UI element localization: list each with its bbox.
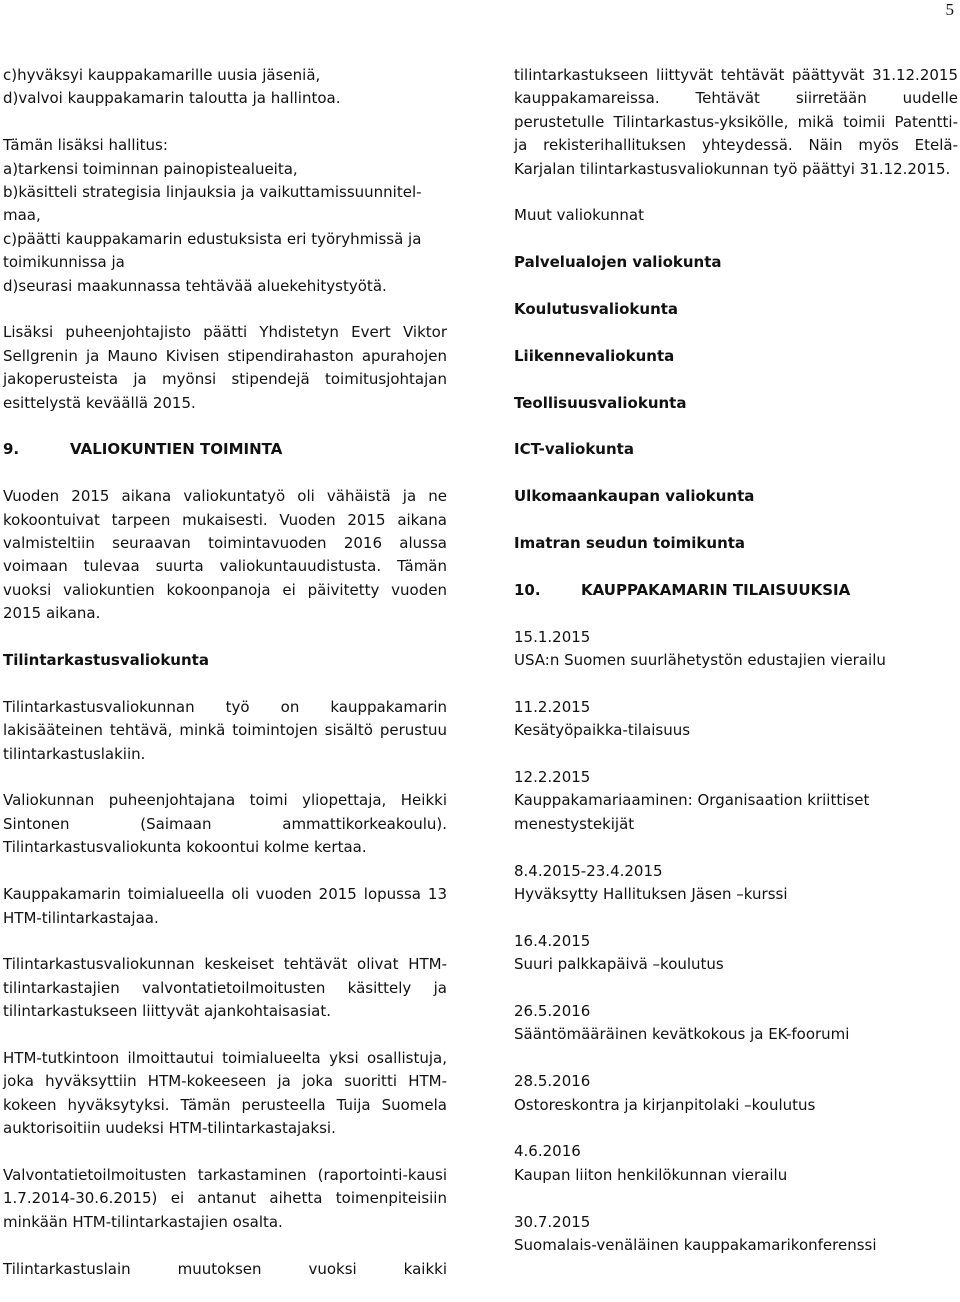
event-item <box>514 1000 958 1047</box>
event-date: 15.1.2015 <box>514 627 591 646</box>
event-title: Suuri palkkapäivä –koulutus <box>514 955 724 974</box>
event-date: 26.5.2016 <box>514 1002 591 1021</box>
puheenjohtajisto-paragraph: Lisäksi puheenjohtajisto päätti Yhdistetyn Evert Viktor Sellgrenin ja Mauno Kivisen stipendirahaston apurahojen jakoperusteista ja myönsi stipendejä toimitusjohtajan esittelystä keväällä 2015. <box>3 323 447 412</box>
committee-item: Koulutusvaliokunta <box>514 300 679 319</box>
left-column <box>3 64 447 1281</box>
right-column <box>514 64 958 1257</box>
section-9-title: VALIOKUNTIEN TOIMINTA <box>70 440 283 459</box>
hallitus-list <box>3 134 447 298</box>
valiokunnat-paragraph: Vuoden 2015 aikana valiokuntatyö oli vähäistä ja ne kokoontuivat tarpeen mukaisesti. Vuoden 2015 aikana valmisteltiin seuraavan toimintavuoden 2016 alussa voimaan tulevaa suurta valiokuntauudistusta. Tämän vuoksi valiokuntien kokoonpanoja ei päivitetty vuoden 2015 aikana. <box>3 487 447 623</box>
intro-paragraph <box>3 64 447 111</box>
hallitus-list-item: a)tarkensi toiminnan painopistealueita, <box>3 159 298 178</box>
committee-item: Ulkomaankaupan valiokunta <box>514 487 755 506</box>
committee-item: Teollisuusvaliokunta <box>514 393 687 412</box>
event-item <box>514 1211 958 1258</box>
section-9-heading <box>3 438 447 461</box>
event-title: Sääntömääräinen kevätkokous ja EK-foorumi <box>514 1025 850 1044</box>
hallitus-list-item: c)päätti kauppakamarin edustuksista eri työryhmissä ja toimikunnissa ja <box>3 229 422 272</box>
event-item <box>514 1070 958 1117</box>
event-date: 28.5.2016 <box>514 1072 591 1091</box>
event-item <box>514 766 958 836</box>
event-title: Hyväksytty Hallituksen Jäsen –kurssi <box>514 885 788 904</box>
committee-item: Liikennevaliokunta <box>514 346 675 365</box>
event-title: Kauppakamariaaminen: Organisaation kriittiset menestystekijät <box>514 791 870 833</box>
event-title: Kaupan liiton henkilökunnan vierailu <box>514 1165 788 1184</box>
continuation-paragraph: tilintarkastukseen liittyvät tehtävät päättyvät 31.12.2015 kauppakamareissa. Tehtävät siirretään uudelle perustetulle Tilintarkastus-yksikölle, mikä toimii Patentti- ja rekisterihallituksen yhteydessä. Näin myös Etelä-Karjalan tilintarkastusvaliokunnan työ päättyi 31.12.2015. <box>514 66 958 178</box>
tilintarkastus-paragraph: Valiokunnan puheenjohtajana toimi yliopettaja, Heikki Sintonen (Saimaan ammattikorkeakoulu). Tilintarkastusvaliokunta kokoontui kolme kertaa. <box>3 791 447 857</box>
intro-line: c)hyväksyi kauppakamarille uusia jäseniä, <box>3 66 321 84</box>
intro-line: d)valvoi kauppakamarin taloutta ja hallintoa. <box>3 89 341 108</box>
event-item <box>514 1140 958 1187</box>
page-number: 5 <box>945 0 954 19</box>
event-item <box>514 930 958 977</box>
event-title: Suomalais-venäläinen kauppakamarikonferenssi <box>514 1236 877 1255</box>
tilintarkastusvaliokunta-heading: Tilintarkastusvaliokunta <box>3 651 209 670</box>
committee-item: ICT-valiokunta <box>514 440 634 459</box>
tilintarkastus-paragraph: Valvontatietoilmoitusten tarkastaminen (raportointi-kausi 1.7.2014-30.6.2015) ei antanut aihetta toimenpiteisiin minkään HTM-tilintarkastajien osalta. <box>3 1165 447 1231</box>
event-item <box>514 696 958 743</box>
event-date: 16.4.2015 <box>514 931 591 950</box>
tilintarkastus-last-line: Tilintarkastuslain muutoksen vuoksi kaikki <box>3 1259 447 1278</box>
event-item <box>514 626 958 673</box>
muut-valiokunnat-heading: Muut valiokunnat <box>514 206 645 225</box>
hallitus-list-heading: Tämän lisäksi hallitus: <box>3 136 168 155</box>
event-title: Ostoreskontra ja kirjanpitolaki –koulutus <box>514 1095 816 1114</box>
event-item <box>514 860 958 907</box>
tilintarkastus-paragraph: Tilintarkastusvaliokunnan työ on kauppakamarin lakisääteinen tehtävä, minkä toimintojen sisältö perustuu tilintarkastuslakiin. <box>3 697 447 763</box>
section-9-number: 9. <box>3 440 20 459</box>
tilintarkastus-paragraph: Kauppakamarin toimialueella oli vuoden 2015 lopussa 13 HTM-tilintarkastajaa. <box>3 885 447 927</box>
section-10-heading <box>514 579 958 602</box>
section-10-number: 10. <box>514 580 541 599</box>
event-title: Kesätyöpaikka-tilaisuus <box>514 721 691 740</box>
committee-item: Imatran seudun toimikunta <box>514 534 746 552</box>
committee-item: Palvelualojen valiokunta <box>514 253 722 272</box>
event-date: 4.6.2016 <box>514 1142 581 1161</box>
hallitus-list-item: b)käsitteli strategisia linjauksia ja vaikuttamissuunnitel-maa, <box>3 183 422 225</box>
hallitus-list-item: d)seurasi maakunnassa tehtävää aluekehitystyötä. <box>3 276 387 295</box>
event-date: 8.4.2015-23.4.2015 <box>514 861 663 880</box>
section-10-title: KAUPPAKAMARIN TILAISUUKSIA <box>581 580 851 599</box>
event-date: 30.7.2015 <box>514 1212 591 1231</box>
committee-list <box>514 251 958 555</box>
event-title: USA:n Suomen suurlähetystön edustajien vierailu <box>514 651 886 669</box>
tilintarkastus-paragraph: Tilintarkastusvaliokunnan keskeiset tehtävät olivat HTM-tilintarkastajien valvontatietoilmoitusten käsittely ja tilintarkastukseen liittyvät ajankohtaisasiat. <box>3 955 447 1021</box>
tilintarkastus-paragraph: HTM-tutkintoon ilmoittautui toimialueelta yksi osallistuja, joka hyväksyttiin HTM-kokeeseen ja joka suoritti HTM-kokeen hyväksytyksi. Tämän perusteella Tuija Suomela auktorisoitiin uudeksi HTM-tilintarkastajaksi. <box>3 1048 447 1138</box>
event-list <box>514 626 958 1258</box>
event-date: 12.2.2015 <box>514 768 591 786</box>
event-date: 11.2.2015 <box>514 697 591 716</box>
